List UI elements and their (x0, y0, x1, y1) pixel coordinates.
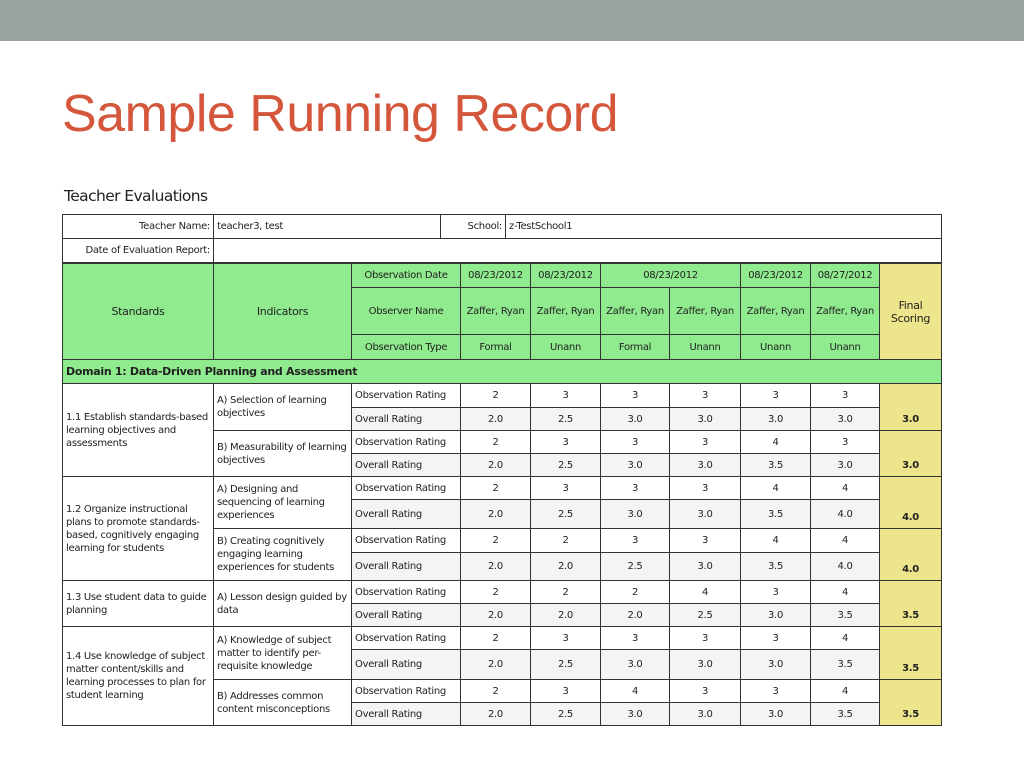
obs-rating-value: 4 (811, 529, 880, 553)
overall-rating-value: 2.5 (531, 703, 601, 726)
overall-rating-value: 3.0 (741, 604, 811, 627)
observer-name: Zaffer, Ryan (741, 288, 811, 335)
obs-rating-label: Observation Rating (352, 680, 461, 703)
overall-rating-value: 3.0 (601, 500, 670, 529)
overall-rating-value: 3.0 (670, 703, 741, 726)
slide-title: Sample Running Record (62, 85, 619, 143)
obs-rating-value: 3 (601, 477, 670, 500)
overall-rating-label: Overall Rating (352, 454, 461, 477)
overall-rating-value: 2.0 (461, 604, 531, 627)
overall-rating-label: Overall Rating (352, 703, 461, 726)
obs-rating-value: 4 (741, 477, 811, 500)
overall-rating-value: 3.0 (670, 408, 741, 431)
overall-rating-value: 4.0 (811, 500, 880, 529)
final-score: 3.0 (880, 431, 942, 477)
obs-type: Unann (670, 335, 741, 360)
obs-rating-label: Observation Rating (352, 627, 461, 650)
overall-rating-value: 2.0 (461, 553, 531, 581)
overall-rating-value: 3.0 (741, 650, 811, 680)
obs-rating-value: 2 (461, 384, 531, 408)
obs-rating-value: 3 (601, 529, 670, 553)
obs-rating-value: 3 (670, 384, 741, 408)
obs-rating-value: 4 (601, 680, 670, 703)
obs-rating-value: 3 (531, 431, 601, 454)
indicator-label: A) Selection of learning objectives (214, 384, 352, 431)
obs-rating-value: 3 (670, 627, 741, 650)
header-row-dates (63, 264, 942, 288)
obs-rating-value: 3 (670, 431, 741, 454)
final-score: 3.5 (880, 627, 942, 680)
observer-name: Zaffer, Ryan (670, 288, 741, 335)
overall-rating-value: 3.0 (601, 650, 670, 680)
indicator-label: A) Lesson design guided by data (214, 581, 352, 627)
observer-name: Zaffer, Ryan (601, 288, 670, 335)
obs-rating-value: 2 (461, 477, 531, 500)
overall-rating-value: 2.0 (531, 553, 601, 581)
standard-label: 1.4 Use knowledge of subject matter content/skills and learning processes to plan for student learning (63, 627, 214, 726)
obs-rating-value: 4 (670, 581, 741, 604)
obs-rating-label: Observation Rating (352, 384, 461, 408)
domain-row (63, 360, 942, 384)
indicators-header: Indicators (214, 264, 352, 360)
obs-type: Formal (461, 335, 531, 360)
obs-rating-value: 2 (461, 431, 531, 454)
date-value (214, 239, 942, 263)
overall-rating-value: 3.5 (811, 703, 880, 726)
overall-rating-value: 3.5 (811, 650, 880, 680)
teacher-info-table (62, 214, 942, 263)
final-score: 4.0 (880, 477, 942, 529)
overall-rating-value: 4.0 (811, 553, 880, 581)
final-score: 3.5 (880, 581, 942, 627)
obs-date: 08/23/2012 (461, 264, 531, 288)
overall-rating-value: 3.0 (670, 553, 741, 581)
obs-date: 08/23/2012 (601, 264, 741, 288)
overall-rating-label: Overall Rating (352, 650, 461, 680)
overall-rating-value: 3.0 (811, 408, 880, 431)
obs-rating-value: 2 (601, 581, 670, 604)
overall-rating-value: 2.5 (601, 553, 670, 581)
final-score: 4.0 (880, 529, 942, 581)
obs-rating-value: 4 (811, 477, 880, 500)
overall-rating-value: 3.0 (670, 500, 741, 529)
overall-rating-value: 2.5 (670, 604, 741, 627)
final-score: 3.5 (880, 680, 942, 726)
obs-rating-label: Observation Rating (352, 581, 461, 604)
overall-rating-value: 3.0 (811, 454, 880, 477)
obs-rating-row (63, 627, 942, 650)
obs-rating-value: 3 (601, 431, 670, 454)
obs-rating-value: 3 (531, 627, 601, 650)
obs-rating-value: 2 (531, 581, 601, 604)
section-title: Teacher Evaluations (64, 187, 208, 205)
final-scoring-header: Final Scoring (880, 264, 942, 360)
standard-label: 1.1 Establish standards-based learning objectives and assessments (63, 384, 214, 477)
overall-rating-value: 3.0 (741, 408, 811, 431)
obs-date: 08/27/2012 (811, 264, 880, 288)
obs-rating-value: 3 (741, 680, 811, 703)
indicator-label: A) Designing and sequencing of learning experiences (214, 477, 352, 529)
obs-rating-value: 3 (811, 384, 880, 408)
obs-rating-value: 2 (531, 529, 601, 553)
obs-rating-value: 3 (531, 477, 601, 500)
observer-name: Zaffer, Ryan (461, 288, 531, 335)
obs-rating-value: 4 (811, 627, 880, 650)
obs-rating-value: 2 (461, 627, 531, 650)
observer-name: Zaffer, Ryan (531, 288, 601, 335)
overall-rating-value: 3.0 (601, 454, 670, 477)
school-label: School: (441, 215, 506, 239)
obs-date: 08/23/2012 (741, 264, 811, 288)
obs-rating-value: 3 (531, 384, 601, 408)
overall-rating-value: 2.0 (461, 408, 531, 431)
obs-rating-value: 3 (741, 384, 811, 408)
obs-rating-label: Observation Rating (352, 477, 461, 500)
obs-rating-value: 3 (670, 680, 741, 703)
obs-rating-value: 3 (531, 680, 601, 703)
evaluation-table (62, 263, 942, 726)
overall-rating-value: 2.5 (531, 454, 601, 477)
standard-label: 1.2 Organize instructional plans to promote standards-based, cognitively engaging learning for students (63, 477, 214, 581)
obs-type: Formal (601, 335, 670, 360)
overall-rating-label: Overall Rating (352, 553, 461, 581)
obs-rating-value: 3 (601, 627, 670, 650)
final-score: 3.0 (880, 384, 942, 431)
overall-rating-value: 3.5 (741, 500, 811, 529)
obs-rating-value: 3 (670, 477, 741, 500)
standards-header: Standards (63, 264, 214, 360)
obs-rating-value: 3 (811, 431, 880, 454)
obs-rating-label: Observation Rating (352, 431, 461, 454)
date-label: Date of Evaluation Report: (63, 239, 214, 263)
overall-rating-value: 3.5 (811, 604, 880, 627)
date-row (63, 239, 942, 263)
obs-rating-value: 3 (741, 581, 811, 604)
overall-rating-value: 3.0 (741, 703, 811, 726)
observer-label: Observer Name (352, 288, 461, 335)
overall-rating-value: 2.0 (531, 604, 601, 627)
obs-rating-value: 4 (741, 529, 811, 553)
overall-rating-value: 2.5 (531, 500, 601, 529)
obs-type: Unann (741, 335, 811, 360)
obs-rating-row (63, 477, 942, 500)
obs-rating-value: 3 (601, 384, 670, 408)
obs-rating-value: 2 (461, 581, 531, 604)
observer-name: Zaffer, Ryan (811, 288, 880, 335)
overall-rating-value: 3.5 (741, 454, 811, 477)
obs-date-label: Observation Date (352, 264, 461, 288)
overall-rating-value: 3.5 (741, 553, 811, 581)
overall-rating-value: 3.0 (670, 454, 741, 477)
overall-rating-label: Overall Rating (352, 500, 461, 529)
obs-type-label: Observation Type (352, 335, 461, 360)
standard-label: 1.3 Use student data to guide planning (63, 581, 214, 627)
obs-rating-value: 2 (461, 680, 531, 703)
indicator-label: B) Measurability of learning objectives (214, 431, 352, 477)
top-bar (0, 0, 1024, 41)
overall-rating-value: 3.0 (601, 703, 670, 726)
obs-rating-label: Observation Rating (352, 529, 461, 553)
teacher-name-value: teacher3, test (214, 215, 441, 239)
obs-rating-row (63, 384, 942, 408)
indicator-label: B) Creating cognitively engaging learning experiences for students (214, 529, 352, 581)
obs-rating-value: 2 (461, 529, 531, 553)
overall-rating-value: 3.0 (670, 650, 741, 680)
teacher-row (63, 215, 942, 239)
obs-rating-row (63, 581, 942, 604)
obs-rating-value: 4 (741, 431, 811, 454)
teacher-name-label: Teacher Name: (63, 215, 214, 239)
indicator-label: B) Addresses common content misconceptions (214, 680, 352, 726)
obs-rating-value: 4 (811, 680, 880, 703)
overall-rating-value: 3.0 (601, 408, 670, 431)
domain-title: Domain 1: Data-Driven Planning and Assessment (63, 360, 942, 384)
overall-rating-value: 2.0 (461, 650, 531, 680)
obs-type: Unann (811, 335, 880, 360)
obs-rating-value: 4 (811, 581, 880, 604)
overall-rating-value: 2.0 (461, 500, 531, 529)
overall-rating-value: 2.0 (601, 604, 670, 627)
overall-rating-value: 2.0 (461, 703, 531, 726)
obs-rating-value: 3 (741, 627, 811, 650)
overall-rating-value: 2.0 (461, 454, 531, 477)
school-value: z-TestSchool1 (506, 215, 942, 239)
overall-rating-value: 2.5 (531, 650, 601, 680)
indicator-label: A) Knowledge of subject matter to identify per-requisite knowledge (214, 627, 352, 680)
overall-rating-value: 2.5 (531, 408, 601, 431)
obs-date: 08/23/2012 (531, 264, 601, 288)
obs-rating-value: 3 (670, 529, 741, 553)
obs-type: Unann (531, 335, 601, 360)
overall-rating-label: Overall Rating (352, 604, 461, 627)
overall-rating-label: Overall Rating (352, 408, 461, 431)
